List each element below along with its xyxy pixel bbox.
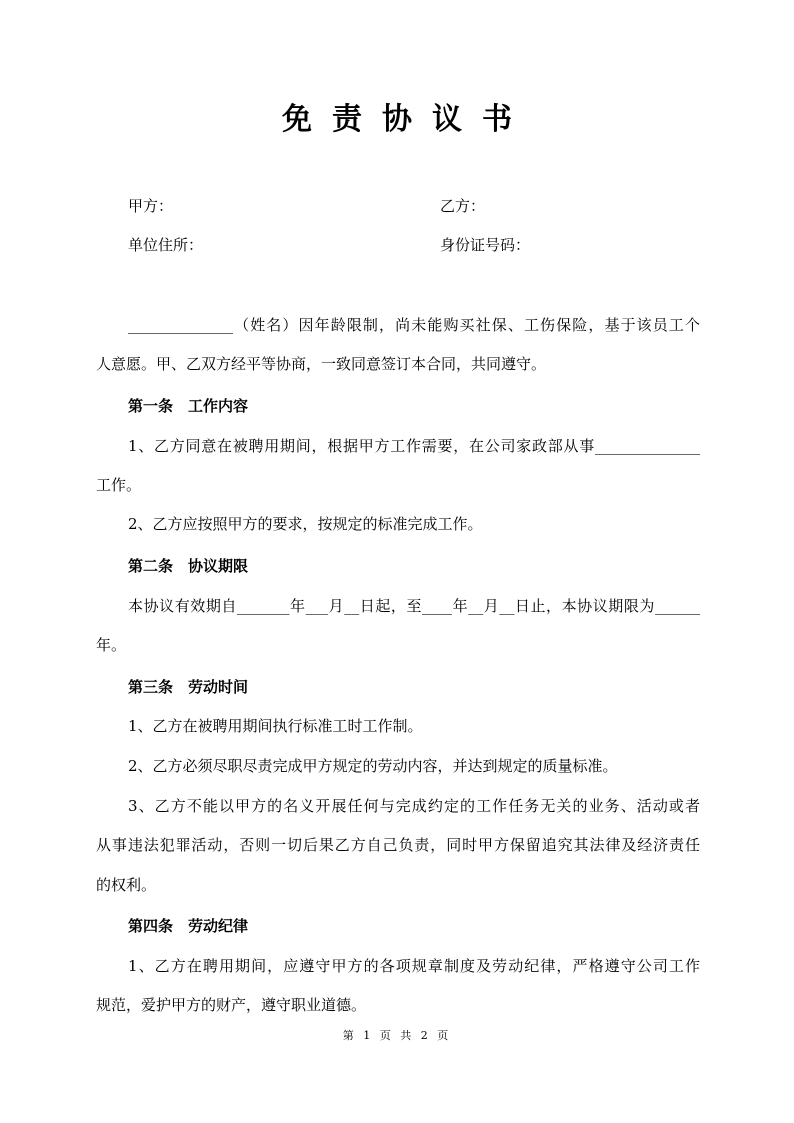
article-3-para-3-line-2: 从事违法犯罪活动，否则一切后果乙方自己负责，同时甲方保留追究其法律及经济责任 xyxy=(96,836,700,854)
article-1-heading: 第一条 工作内容 xyxy=(128,397,249,415)
article-3-heading: 第三条 劳动时间 xyxy=(128,678,249,696)
preamble-line-2: 人意愿。甲、乙双方经平等协商，一致同意签订本合同，共同遵守。 xyxy=(96,355,547,373)
article-2-para-1-line-1: 本协议有效期自_______年___月__日起，至____年__月__日止，本协议期限为______ xyxy=(128,597,700,615)
article-2-heading: 第二条 协议期限 xyxy=(128,557,249,575)
article-4-para-1-line-2: 规范，爱护甲方的财产，遵守职业道德。 xyxy=(96,996,367,1014)
party-a-label: 甲方： xyxy=(128,197,174,215)
article-3-para-3-line-1: 3、乙方不能以甲方的名义开展任何与完成约定的工作任务无关的业务、活动或者 xyxy=(128,797,700,815)
preamble-line-1: ______________（姓名）因年龄限制，尚未能购买社保、工伤保险，基于该员工个 xyxy=(128,316,700,334)
article-3-para-1: 1、乙方在被聘用期间执行标准工时工作制。 xyxy=(128,717,423,735)
document-title: 免责协议书 xyxy=(282,102,532,137)
party-b-label: 乙方： xyxy=(440,197,486,215)
article-2-para-1-line-2: 年。 xyxy=(96,636,127,654)
address-label: 单位住所： xyxy=(128,236,204,254)
article-4-heading: 第四条 劳动纪律 xyxy=(128,917,249,935)
article-1-para-2: 2、乙方应按照甲方的要求，按规定的标准完成工作。 xyxy=(128,515,483,533)
article-4-para-1-line-1: 1、乙方在聘用期间，应遵守甲方的各项规章制度及劳动纪律，严格遵守公司工作 xyxy=(128,957,700,975)
page-number-footer: 第 1 页 共 2 页 xyxy=(342,1029,452,1042)
id-number-label: 身份证号码： xyxy=(440,236,531,254)
article-1-para-1-line-1: 1、乙方同意在被聘用期间，根据甲方工作需要，在公司家政部从事______________ xyxy=(128,437,700,455)
article-3-para-3-line-3: 的权利。 xyxy=(96,876,157,894)
article-3-para-2: 2、乙方必须尽职尽责完成甲方规定的劳动内容，并达到规定的质量标准。 xyxy=(128,757,618,775)
article-1-para-1-line-2: 工作。 xyxy=(96,476,142,494)
